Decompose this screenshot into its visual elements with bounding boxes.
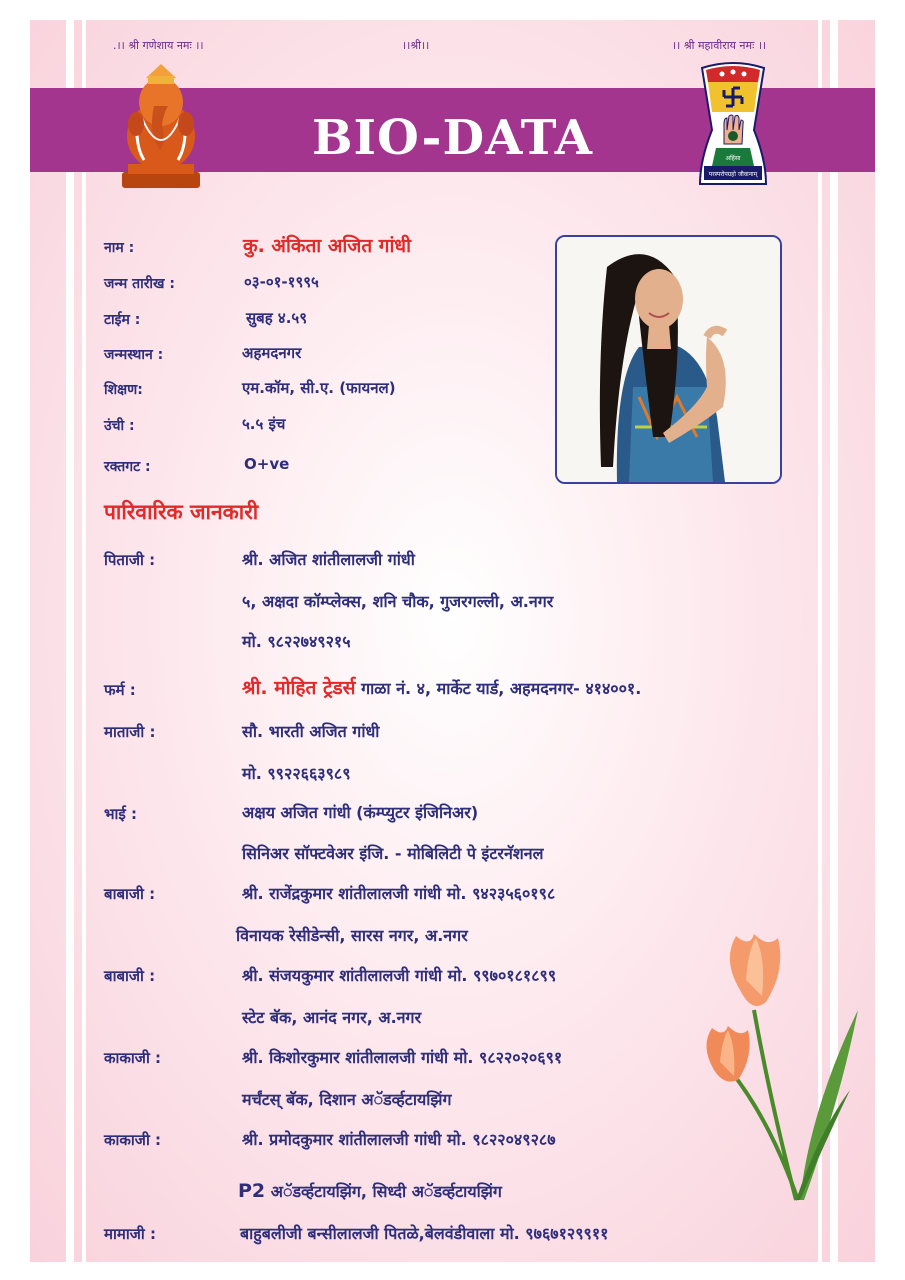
grandfather-2-address: स्टेट बॅक, आनंद नगर, अ.नगर xyxy=(242,1008,422,1027)
firm-row xyxy=(242,674,641,700)
uncle-1-name: श्री. किशोरकुमार शांतीलालजी गांधी मो. ९८२२०२०६९१ xyxy=(242,1048,563,1067)
father-mobile: मो. ९८२२७४९२१५ xyxy=(242,632,351,651)
birthplace-label: जन्मस्थान : xyxy=(104,347,164,363)
mother-mobile: मो. ९९२२६६३९८९ xyxy=(242,764,351,783)
left-stripe xyxy=(66,20,74,1262)
firm-label: फर्म : xyxy=(104,681,136,699)
firm-name: श्री. मोहित ट्रेडर्स xyxy=(242,677,356,699)
p2-logo: P2 xyxy=(238,1180,266,1202)
father-name: श्री. अजित शांतीलालजी गांधी xyxy=(242,550,415,569)
ganesh-idol-icon xyxy=(118,64,204,188)
tulip-flower-icon xyxy=(700,930,865,1205)
uncle-1-label: काकाजी : xyxy=(104,1049,162,1067)
time-value: सुबह ४.५९ xyxy=(246,309,307,327)
emblem-caption: परस्परोपग्रहो जीवानाम् xyxy=(708,171,758,178)
time-label: टाईम : xyxy=(104,312,141,328)
father-address: ५, अक्षदा कॉम्प्लेक्स, शनि चौक, गुजरगल्ली, अ.नगर xyxy=(242,592,554,611)
right-invocation: ।। श्री महावीराय नमः ।। xyxy=(672,39,767,52)
portrait-photo xyxy=(555,235,782,484)
grandfather-2-label: बाबाजी : xyxy=(104,967,156,985)
uncle-2-label: काकाजी : xyxy=(104,1131,162,1149)
education-value: एम.कॉम, सी.ए. (फायनल) xyxy=(242,379,396,397)
brother-job: सिनिअर सॉफ्टवेअर इंजि. - मोबिलिटी पे इंटरनॅशनल xyxy=(242,844,544,863)
dob-value: ०३-०१-१९९५ xyxy=(244,273,319,291)
grandfather-1-name: श्री. राजेंद्रकुमार शांतीलालजी गांधी मो. ९४२३५६०१९८ xyxy=(242,884,556,903)
mother-name: सौ. भारती अजित गांधी xyxy=(242,722,380,741)
mother-label: माताजी : xyxy=(104,723,156,741)
maternal-uncle-name: बाहुबलीजी बन्सीलालजी पितळे,बेलवंडीवाला मो. ९७६७१२९९११ xyxy=(240,1224,609,1243)
grandfather-2-name: श्री. संजयकुमार शांतीलालजी गांधी मो. ९९७०१८१८९९ xyxy=(242,966,557,985)
uncle-2-name: श्री. प्रमोदकुमार शांतीलालजी गांधी मो. ९८२२०४९२८७ xyxy=(242,1130,556,1149)
uncle-2-work-row xyxy=(238,1180,502,1202)
left-invocation: .।। श्री गणेशाय नमः ।। xyxy=(113,39,204,52)
name-value: कु. अंकिता अजित गांधी xyxy=(243,235,412,257)
left-stripe-thin xyxy=(82,20,86,1262)
education-label: शिक्षण: xyxy=(104,382,143,398)
dob-label: जन्म तारीख : xyxy=(104,276,175,292)
height-value: ५.५ इंच xyxy=(242,415,286,433)
jain-emblem-icon xyxy=(696,60,770,192)
page-title: BIO-DATA xyxy=(311,110,594,166)
blood-group-value: O+ve xyxy=(244,455,290,473)
uncle-1-work: मर्चंटस् बॅक, दिशान अॅडर्व्हटायझिंग xyxy=(242,1090,452,1109)
brother-name: अक्षय अजित गांधी (कंम्प्युटर इंजिनिअर) xyxy=(242,803,479,822)
blood-group-label: रक्तगट : xyxy=(104,459,151,475)
name-label: नाम : xyxy=(104,240,135,256)
height-label: उंची : xyxy=(104,418,135,434)
grandfather-1-address: विनायक रेसीडेन्सी, सारस नगर, अ.नगर xyxy=(236,926,468,945)
uncle-2-work: अॅडर्व्हटायझिंग, सिध्दी अॅडर्व्हटायझिंग xyxy=(270,1182,502,1201)
birthplace-value: अहमदनगर xyxy=(242,344,302,362)
brother-label: भाई : xyxy=(104,805,138,823)
father-label: पिताजी : xyxy=(104,551,156,569)
maternal-uncle-label: मामाजी : xyxy=(104,1225,156,1243)
center-invocation: ।।श्री।। xyxy=(402,39,430,52)
grandfather-1-label: बाबाजी : xyxy=(104,885,156,903)
firm-address: गाळा नं. ४, मार्केट यार्ड, अहमदनगर- ४१४००१. xyxy=(361,679,642,698)
emblem-badge: अहिंसा xyxy=(725,155,741,162)
family-section-heading: पारिवारिक जानकारी xyxy=(104,500,259,524)
